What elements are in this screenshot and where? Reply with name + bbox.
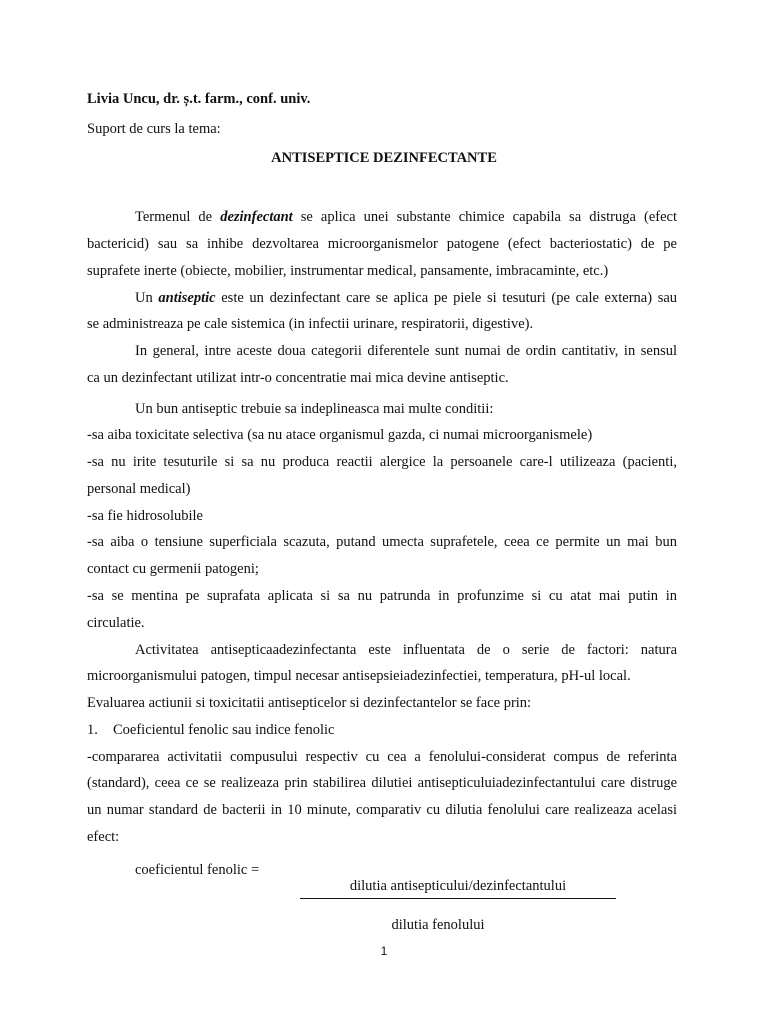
fraction-bar: [300, 898, 616, 899]
description-line-3: un numar standard de bacterii in 10 minute, comparativ cu dilutia fenolului care realizeaza acelasi: [87, 802, 677, 818]
condition-5-line-2: circulatie.: [87, 615, 145, 631]
term-dezinfectant: dezinfectant: [220, 209, 293, 225]
condition-2-line-1: -sa nu irite tesuturile si sa nu produca reactii alergice la persoanele care-l utilizeaza (pacienti,: [87, 454, 677, 470]
description-line-1: -compararea activitatii compusului respectiv cu cea a fenolului-considerat compus de referinta: [87, 749, 677, 765]
page-title: ANTISEPTICE DEZINFECTANTE: [271, 150, 497, 166]
subtitle-line: Suport de curs la tema:: [87, 121, 221, 137]
paragraph-5-line-2: microorganismului patogen, timpul necesar antisepsieiadezinfectiei, temperatura, pH-ul local.: [87, 668, 631, 684]
term-antiseptic: antiseptic: [158, 290, 216, 306]
condition-3: -sa fie hidrosolubile: [87, 508, 203, 524]
list-number: 1.: [87, 722, 98, 738]
condition-4-line-2: contact cu germenii patogeni;: [87, 561, 259, 577]
condition-2-line-2: personal medical): [87, 481, 191, 497]
paragraph-1-line-1: [135, 208, 677, 226]
author-line: Livia Uncu, dr. ș.t. farm., conf. univ.: [87, 91, 311, 107]
condition-4-line-1: -sa aiba o tensiune superficiala scazuta, putand umecta suprafetele, ceea ce permite un mai bun: [87, 534, 677, 550]
paragraph-2-line-2: se administreaza pe cale sistemica (in infectii urinare, respiratorii, digestive).: [87, 316, 534, 332]
list-item-label: Coeficientul fenolic sau indice fenolic: [113, 722, 335, 738]
text-span: se aplica unei substante chimice capabila sa distruga (efect: [300, 209, 677, 225]
paragraph-6-line-1: Evaluarea actiunii si toxicitatii antisepticelor si dezinfectantelor se face prin:: [87, 695, 532, 711]
description-line-2: (standard), ceea ce se realizeaza prin stabilirea dilutiei antisepticuluiadezinfectantului care distruge: [87, 775, 677, 791]
paragraph-2-line-1: [135, 289, 677, 307]
paragraph-5-line-1: Activitatea antisepticaadezinfectanta este influentata de o serie de factori: natura: [135, 642, 677, 658]
description-line-4: efect:: [87, 829, 120, 845]
formula-denominator: dilutia fenolului: [391, 917, 485, 933]
text-span: Termenul de: [135, 209, 213, 225]
condition-1: -sa aiba toxicitate selectiva (sa nu atace organismul gazda, ci numai microorganismele): [87, 427, 593, 443]
paragraph-3-line-2: ca un dezinfectant utilizat intr-o concentratie mai mica devine antiseptic.: [87, 370, 509, 386]
text-span: Un: [135, 290, 153, 306]
paragraph-1-line-2: bactericid) sau sa inhibe dezvoltarea microorganismelor patogene (efect bacteriostatic) de pe: [87, 236, 677, 252]
numbered-item-1: [87, 721, 677, 739]
text-span: este un dezinfectant care se aplica pe piele si tesuturi (pe cale externa) sau: [221, 290, 678, 306]
paragraph-3-line-1: In general, intre aceste doua categorii diferentele sunt numai de ordin cantitativ, in sensul: [135, 343, 677, 359]
conditions-intro: Un bun antiseptic trebuie sa indeplineasca mai multe conditii:: [135, 401, 494, 417]
formula-label: coeficientul fenolic =: [135, 862, 260, 878]
page-number: 1: [380, 944, 388, 958]
paragraph-1-line-3: suprafete inerte (obiecte, mobilier, instrumentar medical, pansamente, imbracaminte, etc.): [87, 263, 609, 279]
formula-numerator: dilutia antisepticului/dezinfectantului: [349, 878, 567, 894]
condition-5-line-1: -sa se mentina pe suprafata aplicata si sa nu patrunda in profunzime si cu atat mai putin in: [87, 588, 677, 604]
